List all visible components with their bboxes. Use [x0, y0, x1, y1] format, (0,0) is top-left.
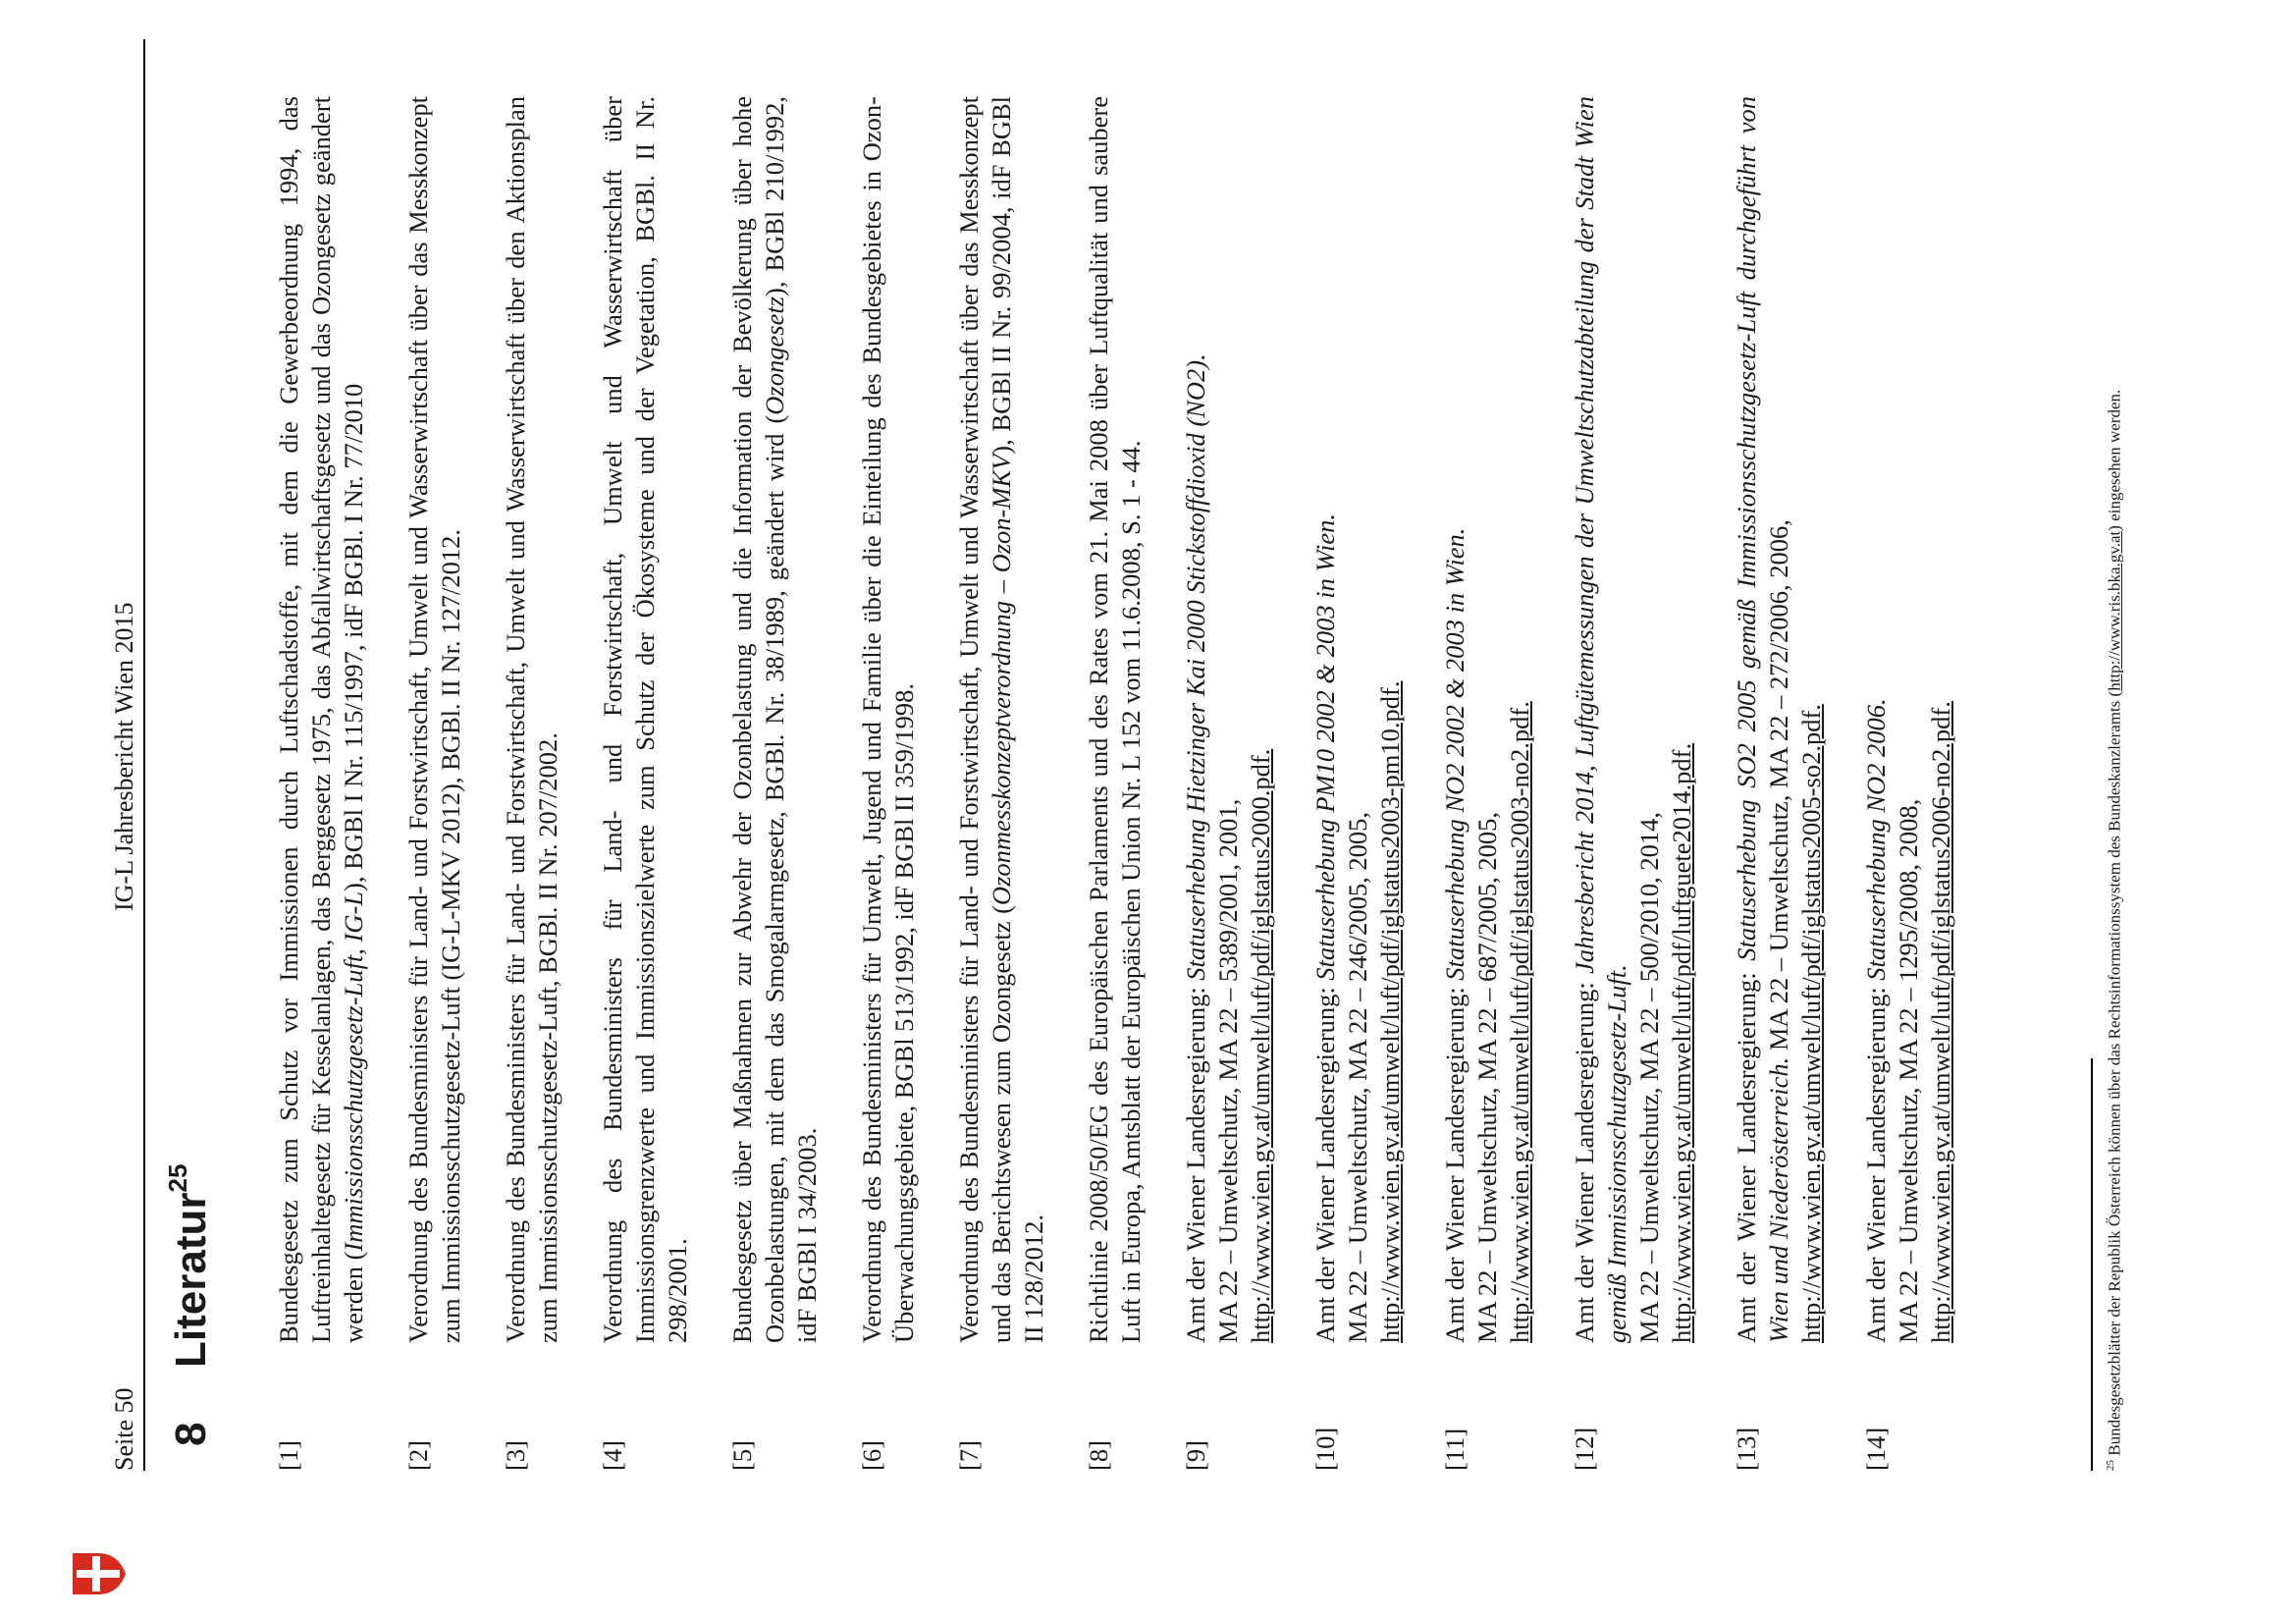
reference-text-part: Amt der Wiener Landesregierung: — [1732, 960, 1761, 1343]
reference-text — [1860, 96, 1957, 1343]
reference-number: [3] — [501, 1440, 530, 1471]
reference-item — [1439, 96, 1536, 1471]
reference-publisher-line: MA 22 – Umweltschutz, MA 22 – 246/2005, 2005, — [1343, 811, 1372, 1343]
reference-item — [1180, 96, 1277, 1471]
reference-link[interactable]: http://www.wien.gv.at/umwelt/luft/pdf/iglstatus2003-no2.pdf. — [1505, 701, 1534, 1343]
reference-item — [1569, 96, 1698, 1471]
footnote-divider — [2091, 1058, 2093, 1471]
footnote-text: Bundesgesetzblätter der Republik Österreich können über das Rechtsinformationssystem des Bundeskanzleramts ( — [2105, 690, 2124, 1460]
reference-title-italic: Statuserhebung PM10 2002 & 2003 in Wien. — [1310, 512, 1340, 981]
reference-item — [726, 96, 824, 1471]
reference-text — [726, 96, 824, 1343]
reference-item — [402, 96, 467, 1471]
reference-text — [1439, 96, 1536, 1343]
reference-text — [597, 96, 694, 1343]
reference-text-part: ), BGBl II Nr. 99/2004, idF BGBl II 128/2012. — [987, 96, 1048, 1343]
reference-item — [597, 96, 694, 1471]
reference-item — [273, 96, 370, 1471]
report-title: IG-L Jahresbericht Wien 2015 — [110, 602, 138, 911]
reference-text-part: Amt der Wiener Landesregierung: — [1440, 980, 1469, 1343]
reference-text-part: Amt der Wiener Landesregierung: — [1861, 980, 1891, 1343]
reference-title-italic: Jahresbericht 2014, Luftgütemessungen der Umweltschutzabteilung der Stadt Wien gemäß Immissionsschutzgesetz-Luft. — [1570, 96, 1631, 1343]
reference-item — [1731, 96, 1828, 1471]
reference-title-italic: Immissionsschutzgesetz-Luft, IG-L — [339, 890, 368, 1252]
reference-text — [273, 96, 370, 1343]
reference-text — [402, 96, 467, 1343]
reference-number: [11] — [1440, 1428, 1469, 1471]
reference-publisher-line: MA 22 – Umweltschutz, MA 22 – 687/2005, 2005, — [1472, 811, 1502, 1343]
reference-text-part: Verordnung des Bundesministers für Land- und Forstwirtschaft, Umwelt und Wasserwirtschaft über den Aktionsplan zum Immissionsschutzgesetz-Luft, BGBl. II Nr. 207/2002. — [501, 96, 562, 1343]
reference-publisher-line: MA 22 – Umweltschutz, MA 22 – 500/2010, 2014, — [1634, 811, 1664, 1343]
reference-title-italic: Statuserhebung NO2 2006. — [1861, 698, 1891, 981]
reference-item — [500, 96, 564, 1471]
reference-link[interactable]: http://www.wien.gv.at/umwelt/luft/pdf/iglstatus2006-no2.pdf. — [1926, 701, 1955, 1343]
reference-title-italic: Statuserhebung NO2 2002 & 2003 in Wien. — [1440, 527, 1469, 981]
reference-publisher-line: MA 22 – Umweltschutz, MA 22 – 5389/2001, 2001, — [1213, 798, 1243, 1343]
reference-text — [1180, 96, 1277, 1343]
reference-text — [500, 96, 564, 1343]
reference-text — [1083, 96, 1148, 1343]
reference-link[interactable]: http://www.wien.gv.at/umwelt/luft/pdf/iglstatus2000.pdf. — [1246, 748, 1275, 1343]
page-number-label: Seite 50 — [110, 1387, 138, 1471]
reference-text — [953, 96, 1050, 1343]
section-heading — [163, 1163, 216, 1446]
reference-text-part: Amt der Wiener Landesregierung: — [1181, 980, 1210, 1343]
reference-number: [9] — [1181, 1440, 1210, 1471]
reference-link[interactable]: http://www.wien.gv.at/umwelt/luft/pdf/luftguete2014.pdf. — [1667, 742, 1696, 1343]
reference-number: [13] — [1732, 1427, 1761, 1471]
reference-number: [2] — [403, 1440, 433, 1471]
reference-text-part: ), BGBl 210/1992, idF BGBl I 34/2003. — [760, 96, 822, 1343]
reference-text-part: Verordnung des Bundesministers für Umwelt, Jugend und Familie über die Einteilung des Bundesgebietes in Ozon-Überwachungsgebiete, BGBl 513/1992, idF BGBl II 359/1998. — [857, 96, 919, 1343]
reference-text-part: MA 22 – Umweltschutz, MA 22 – 272/2006, 2006, — [1764, 519, 1793, 1057]
reference-item — [1083, 96, 1148, 1471]
footnote-link[interactable]: http://www.ris.bka.gv.at — [2105, 530, 2124, 691]
reference-title-italic: Statuserhebung SO2 2005 gemäß Immissionsschutzgesetz-Luft durchgeführt von Wien und Niederösterreich. — [1732, 96, 1793, 1343]
reference-text-part: Richtlinie 2008/50/EG des Europäischen Parlaments und des Rates vom 21. Mai 2008 über Luftqualität und saubere Luft in Europa, Amtsblatt der Europäischen Union Nr. L 152 vom 11.6.2008, S. 1 - 44. — [1084, 96, 1146, 1343]
reference-text-part: Amt der Wiener Landesregierung: — [1570, 973, 1599, 1343]
reference-title-italic: Statuserhebung Hietzinger Kai 2000 Stickstoffdioxid (NO2). — [1181, 353, 1210, 981]
footnote-marker: 25 — [163, 1163, 192, 1193]
footnote — [2101, 96, 2125, 1471]
header-divider — [143, 39, 145, 1471]
reference-link[interactable]: http://www.wien.gv.at/umwelt/luft/pdf/iglstatus2003-pm10.pdf. — [1375, 680, 1405, 1343]
reference-number: [12] — [1570, 1427, 1599, 1471]
reference-title-italic: Ozonmesskonzeptverordnung – Ozon-MKV — [987, 454, 1016, 906]
reference-publisher-line: MA 22 – Umweltschutz, MA 22 – 1295/2008, 2008, — [1894, 798, 1923, 1343]
reference-number: [6] — [857, 1440, 886, 1471]
reference-text — [1731, 96, 1828, 1343]
reference-text-part: Verordnung des Bundesministers für Land- und Forstwirtschaft, Umwelt und Wasserwirtschaft über das Messkonzept und das Berichtswesen zum Ozongesetz ( — [954, 96, 1016, 1343]
reference-item — [1860, 96, 1957, 1471]
reference-item — [1309, 96, 1407, 1471]
reference-text-part: Bundesgesetz zum Schutz vor Immissionen durch Luftschadstoffe, mit dem die Gewerbeordnung 1994, das Luftreinhaltegesetz für Kesselanlagen, das Berggesetz 1975, das Abfallwirtschaftsgesetz und das Ozongesetz geändert werden ( — [274, 96, 368, 1343]
footnote-number: 25 — [2105, 1460, 2116, 1471]
reference-number: [1] — [274, 1440, 303, 1471]
footnote-text-end: ) eingesehen werden. — [2105, 389, 2124, 531]
reference-number: [5] — [727, 1440, 757, 1471]
reference-title-italic: Ozongesetz — [760, 296, 789, 415]
reference-number: [4] — [598, 1440, 627, 1471]
reference-number: [14] — [1861, 1427, 1891, 1471]
reference-number: [10] — [1310, 1427, 1340, 1471]
reference-text-part: Amt der Wiener Landesregierung: — [1310, 980, 1340, 1343]
reference-number: [8] — [1084, 1440, 1113, 1471]
reference-text — [856, 96, 921, 1343]
reference-text-part: Bundesgesetz über Maßnahmen zur Abwehr der Ozonbelastung und die Information der Bevölkerung über hohe Ozonbelastungen, mit dem das Smogalarmgesetz, BGBl. Nr. 38/1989, geändert wird ( — [727, 96, 789, 1343]
reference-link[interactable]: http://www.wien.gv.at/umwelt/luft/pdf/iglstatus2005-so2.pdf. — [1796, 704, 1826, 1343]
reference-item — [856, 96, 921, 1471]
reference-text-part: Verordnung des Bundesministers für Land- und Forstwirtschaft, Umwelt und Wasserwirtschaft über das Messkonzept zum Immissionsschutzgesetz-Luft (IG-L-MKV 2012), BGBl. II Nr. 127/2012. — [403, 96, 465, 1343]
reference-text-part: ), BGBl I Nr. 115/1997, idF BGBl. I Nr. 77/2010 — [339, 383, 368, 891]
reference-text-part: Verordnung des Bundesministers für Land- und Forstwirtschaft, Umwelt und Wasserwirtschaft über Immissionsgrenzwerte und Immissionszielwerte zum Schutz der Ökosysteme und der Vegetation, BGBl. II Nr. 298/2001. — [598, 96, 692, 1343]
section-title: Literatur — [167, 1192, 215, 1368]
vienna-coat-of-arms-icon — [71, 1551, 128, 1596]
reference-item — [953, 96, 1050, 1471]
reference-list — [273, 96, 1990, 1471]
reference-number: [7] — [954, 1440, 984, 1471]
section-number: 8 — [167, 1422, 215, 1446]
reference-text — [1309, 96, 1407, 1343]
reference-text — [1569, 96, 1698, 1343]
